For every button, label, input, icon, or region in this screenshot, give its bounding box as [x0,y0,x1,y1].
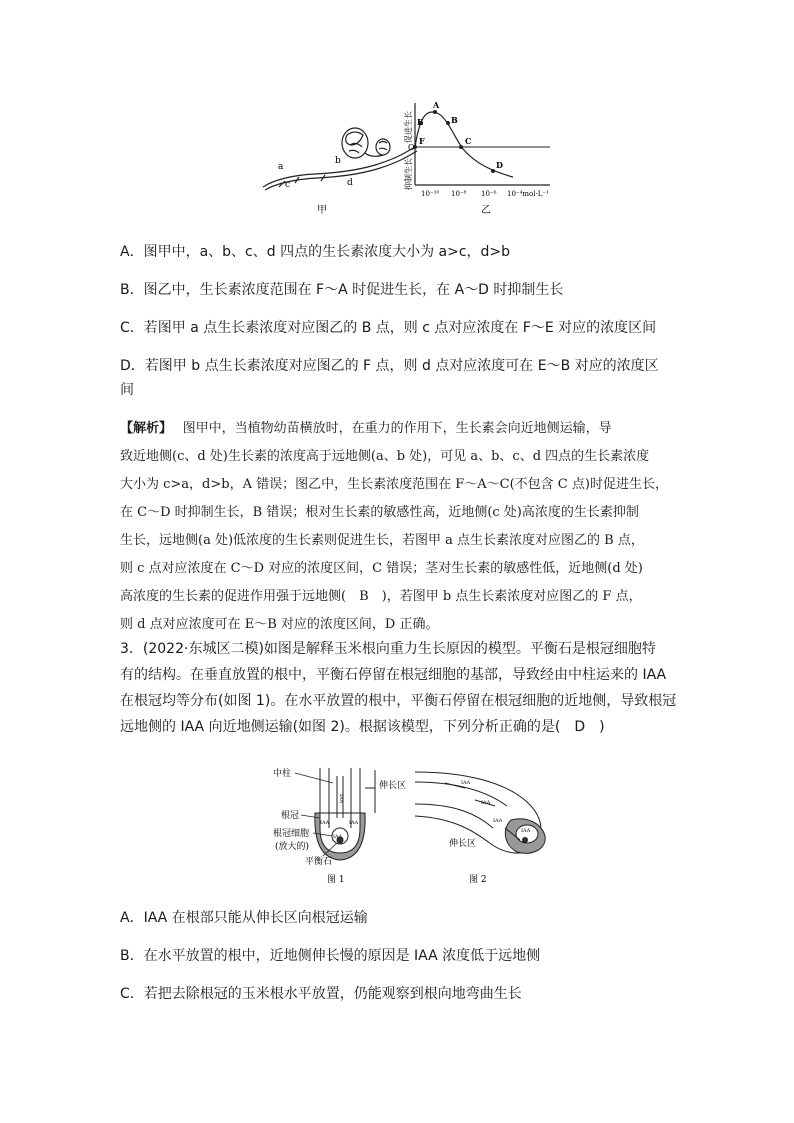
iaa-label-fig2-c: IAA [493,818,503,824]
iaa-label-fig1-c: IAA [349,820,359,826]
figure-2-caption: 图 2 [469,875,487,885]
analysis-line-4: 在 C～D 时抑制生长，B 错误；根对生长素的敏感性高，近地侧(c 处)高浓度的生长素抑制 [120,505,639,520]
analysis-block [120,415,680,639]
option-q2-c: C．若图甲 a 点生长素浓度对应图乙的 B 点，则 c 点对应浓度在 F～E 对应的浓度区间 [120,320,657,336]
y-axis-label-top: 促进生长 [404,111,413,143]
label-genguan-cell: 根冠细胞 [273,829,310,839]
iaa-label-fig2-d: IAA [521,828,531,834]
figure-yi-label: 乙 [481,205,491,216]
analysis-line-7: 高浓度的生长素的促进作用强于远地侧( B )，若图甲 b 点生长素浓度对应图乙的 F 点， [120,589,642,604]
point-label-F: F [419,136,425,146]
y-axis-label-bottom: 抑制生长 [404,158,413,190]
stem-label-c: c [285,180,291,190]
point-label-B: B [451,115,458,125]
label-enlarged: (放大的) [275,842,310,852]
iaa-label-fig1-a: IAA [338,794,344,804]
point-label-C: C [465,136,472,146]
option-q2-d: D．若图甲 b 点生长素浓度对应图乙的 F 点，则 d 点对应浓度可在 E～B 对应的浓度区 [120,358,659,374]
stem-label-a: a [278,162,284,172]
analysis-line-8: 则 d 点对应浓度可在 E～B 对应的浓度区间，D 正确。 [120,617,439,632]
label-shenchangqu-2: 伸长区 [449,839,477,849]
iaa-label-fig1-b: IAA [320,820,330,826]
analysis-line-5: 生长，远地侧(a 处)低浓度的生长素则促进生长，若图甲 a 点生长素浓度对应图乙的 B 点， [120,533,644,548]
option-q2-b: B．图乙中，生长素浓度范围在 F～A 时促进生长，在 A～D 时抑制生长 [120,282,564,298]
point-label-E: E [417,117,424,127]
figure-1-caption: 图 1 [327,875,345,885]
analysis-line-2: 致近地侧(c、d 处)生长素的浓度高于远地侧(a、b 处)，可见 a、b、c、d 四点的生长素浓度 [120,449,650,464]
option-q3-b: B．在水平放置的根中，近地侧伸长慢的原因是 IAA 浓度低于远地侧 [120,948,541,964]
analysis-text-1: 图甲中，当植物幼苗横放时，在重力的作用下，生长素会向近地侧运输，导 [182,421,612,436]
option-q3-a: A．IAA 在根部只能从伸长区向根冠运输 [120,910,368,926]
point-label-D: D [496,160,503,170]
q3-line-2: 有的结构。在垂直放置的根中，平衡石停留在根冠细胞的基部，导致经由中柱运来的 IAA [120,667,667,683]
fig1-vertical-root [315,768,375,860]
point-label-A: A [433,100,440,110]
analysis-line-6: 则 c 点对应浓度在 C～D 对应的浓度区间，C 错误；茎对生长素的敏感性低，近地侧(d 处) [120,561,643,576]
option-q2-d-cont: 间 [120,382,134,398]
option-q2-a: A．图甲中，a、b、c、d 四点的生长素浓度大小为 a>c，d>b [120,244,511,260]
stem-label-d: d [347,178,353,188]
x-tick-1: 10⁻¹⁰ [421,190,440,198]
q3-line-3: 在根冠均等分布(如图 1)。在水平放置的根中，平衡石停留在根冠细胞的近地侧，导致根冠 [120,693,677,709]
figure-root-gravitropism-model [265,758,565,888]
iaa-label-fig2-a: IAA [461,780,471,786]
curve-graph [413,103,550,185]
x-tick-2: 10⁻⁸ [451,190,467,198]
q3-line-1: 3．(2022·东城区二模)如图是解释玉米根向重力生长原因的模型。平衡石是根冠细胞特 [120,641,656,657]
figure-auxin-seedling-and-curve [255,95,555,220]
label-zhongzhu: 中柱 [273,769,292,779]
analysis-line-1 [120,415,680,443]
iaa-label-fig2-b: IAA [481,800,491,806]
question-3 [120,636,680,740]
x-tick-3: 10⁻⁶ [481,190,497,198]
iaa-label-fig1-d: IAA [333,834,343,840]
figure-jia-label: 甲 [317,205,327,216]
label-pinghengshi: 平衡石 [305,857,333,867]
analysis-line-3: 大小为 c>a，d>b，A 错误；图乙中，生长素浓度范围在 F～A～C(不包含 C 点)时促进生长， [120,477,668,492]
option-q3-c: C．若把去除根冠的玉米根水平放置，仍能观察到根向地弯曲生长 [120,986,522,1002]
fig2-horizontal-root [415,772,545,853]
analysis-head: 【解析】 [120,421,166,436]
label-genguan: 根冠 [281,811,300,821]
label-shenchangqu-1: 伸长区 [379,781,407,791]
stem-label-b: b [335,156,341,166]
q3-line-4: 远地侧的 IAA 向近地侧运输(如图 2)。根据该模型，下列分析正确的是( D ) [120,719,605,735]
x-tick-4: 10⁻⁴mol·L⁻¹ [507,190,549,198]
origin-label: O [408,143,415,152]
